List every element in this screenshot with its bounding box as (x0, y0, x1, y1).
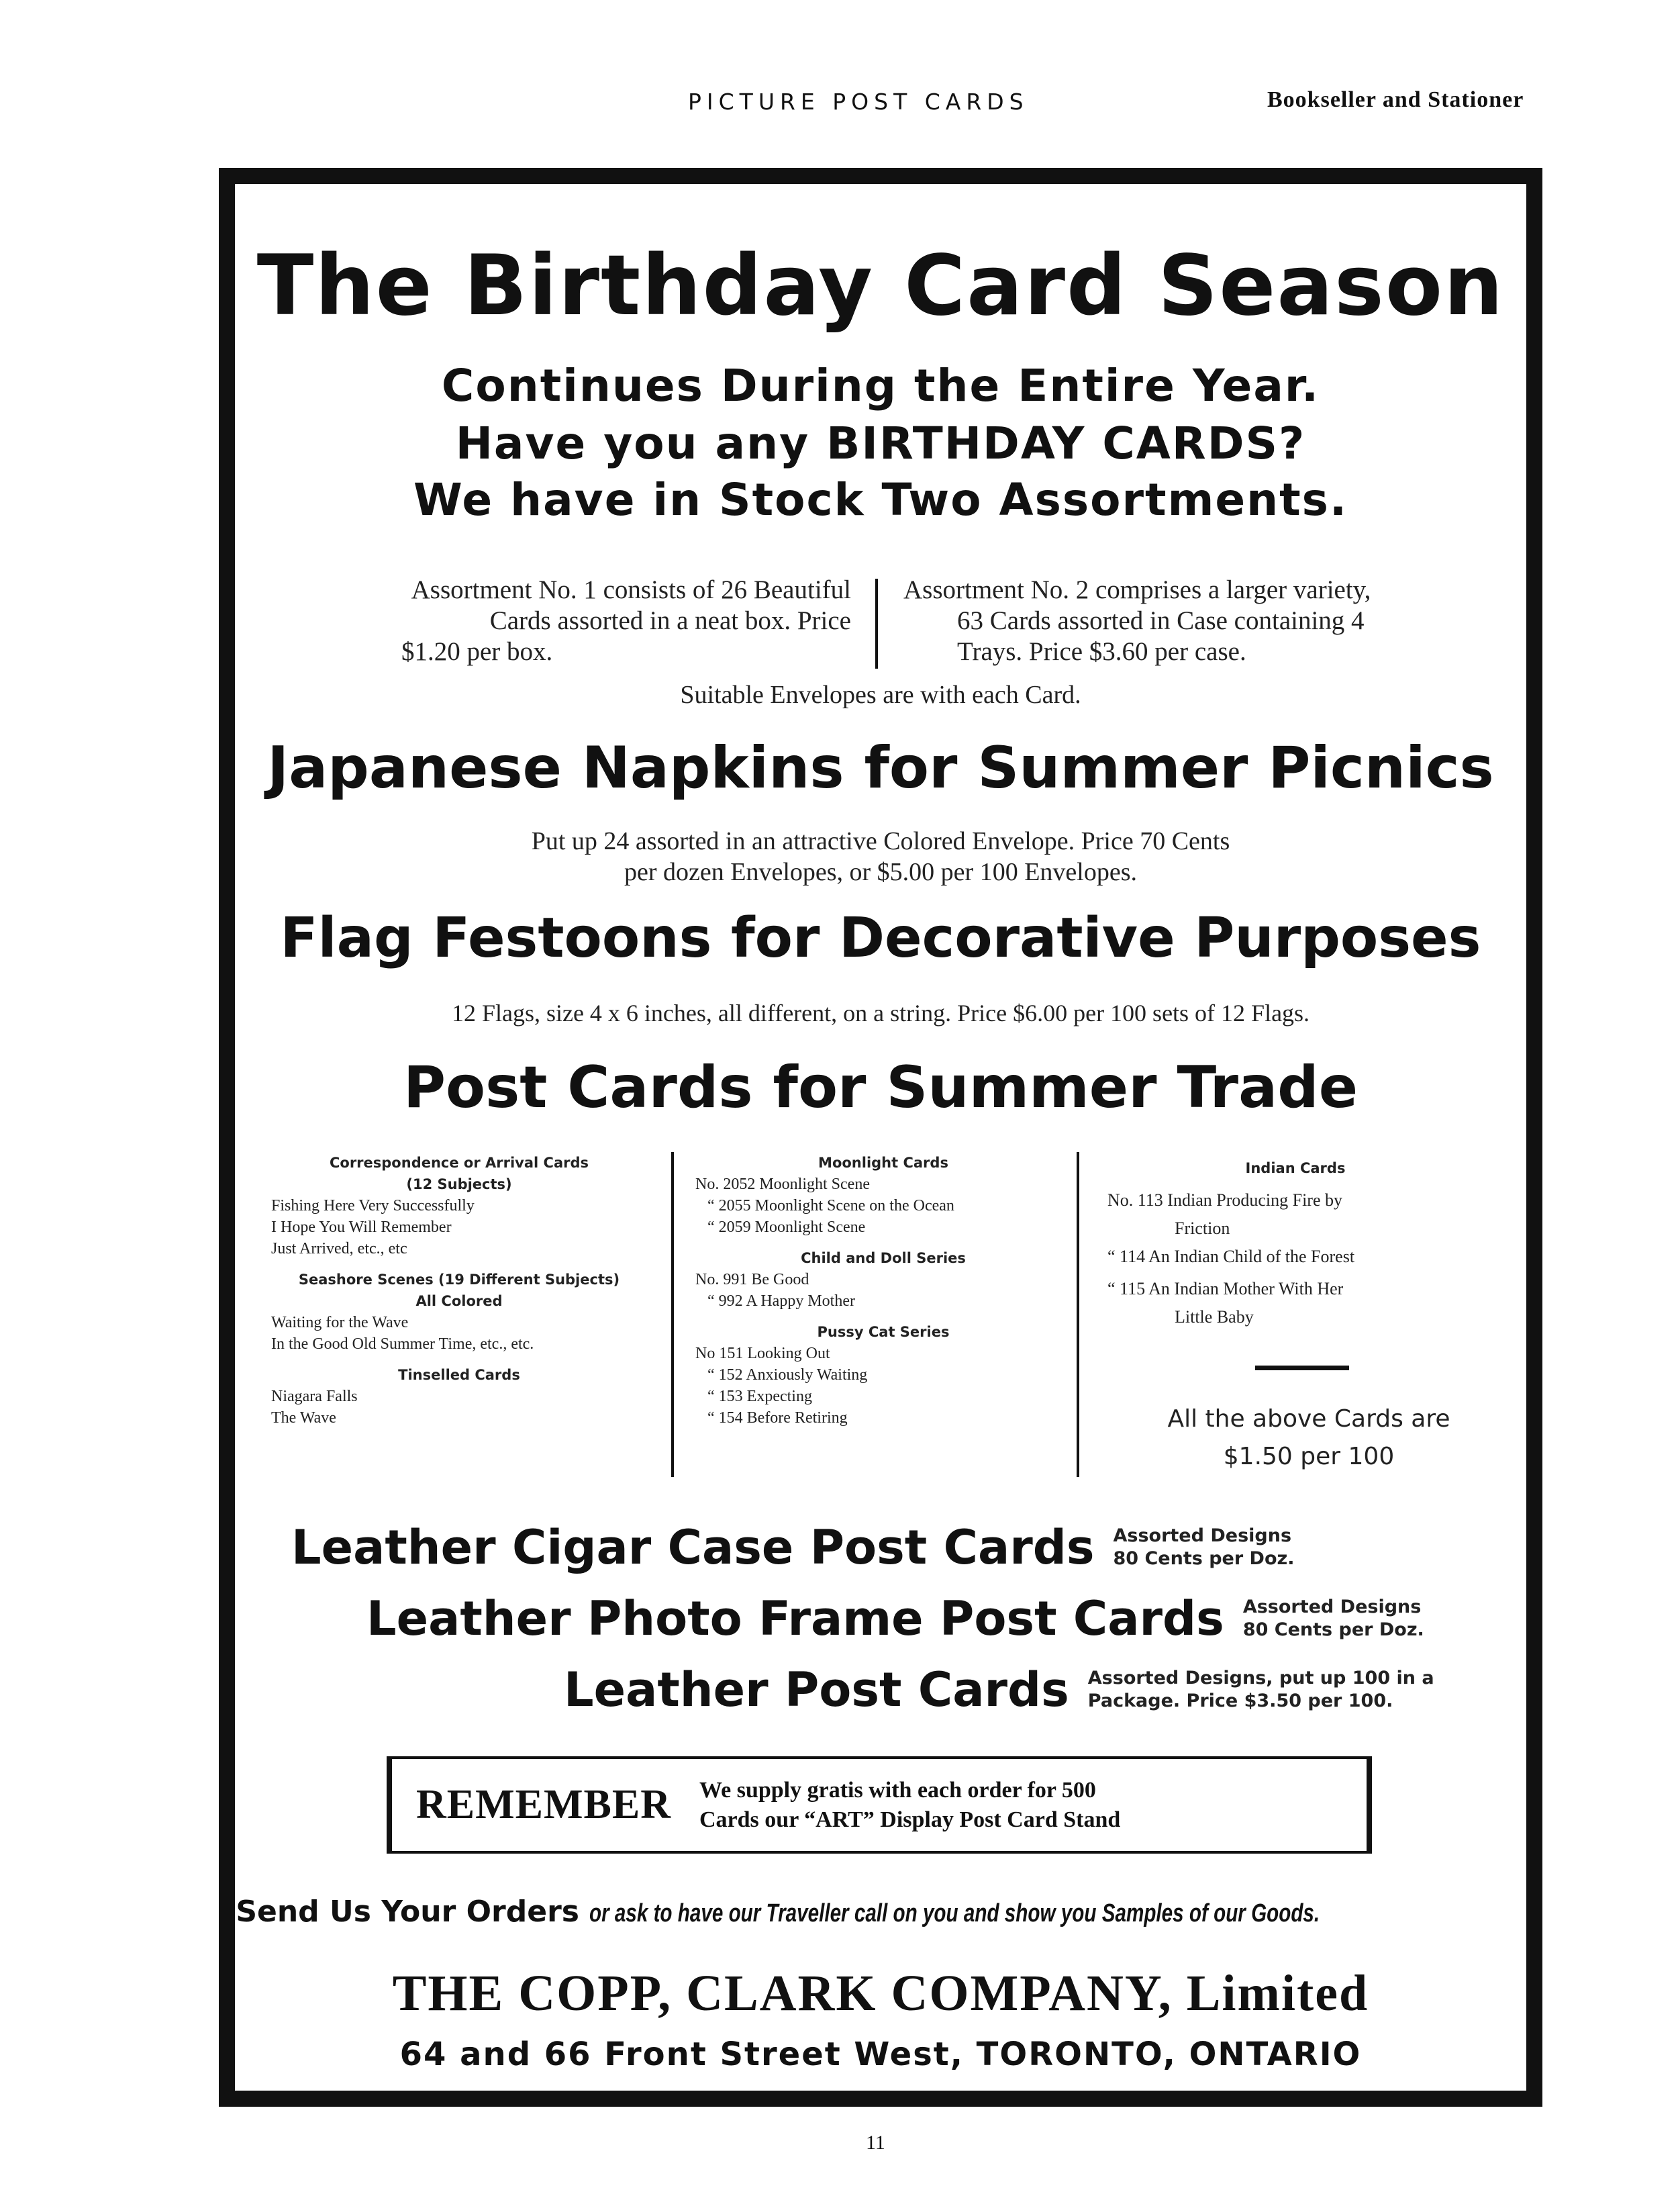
assortment-1-line: Assortment No. 1 consists of 26 Beautiful (411, 575, 851, 604)
napkins-headline: Japanese Napkins for Summer Picnics (267, 734, 1494, 802)
orders-rest: or ask to have our Traveller call on you and show you Samples of our Goods. (589, 1899, 1320, 1927)
birthday-headline: The Birthday Card Season (256, 238, 1505, 334)
price-note (1101, 1400, 1517, 1476)
summer-divider-2 (1077, 1152, 1079, 1477)
remember-word: REMEMBER (416, 1782, 671, 1827)
remember-box (387, 1756, 1372, 1854)
leather-post-note (1088, 1667, 1434, 1713)
list-item: No. 113 Indian Producing Fire by (1107, 1190, 1342, 1210)
list-item: “ 154 Before Retiring (707, 1409, 848, 1427)
running-head-journal: Bookseller and Stationer (1267, 87, 1524, 112)
leather-photo-note (1243, 1596, 1424, 1641)
column-heading: Correspondence or Arrival Cards (329, 1155, 589, 1171)
column-heading: Seashore Scenes (19 Different Subjects) (298, 1272, 620, 1288)
list-item: Niagara Falls (271, 1388, 358, 1405)
leather-cigar-note (1114, 1525, 1295, 1570)
list-item: “ 152 Anxiously Waiting (707, 1366, 868, 1384)
assortment-2-text (903, 575, 1494, 667)
list-item: I Hope You Will Remember (271, 1219, 452, 1236)
column-heading: Moonlight Cards (818, 1155, 948, 1171)
list-item: In the Good Old Summer Time, etc., etc. (271, 1335, 534, 1353)
list-item: “ 115 An Indian Mother With Her (1107, 1279, 1344, 1298)
note-line: Assorted Designs (1242, 1597, 1422, 1617)
napkins-line-2: per dozen Envelopes, or $5.00 per 100 Envelopes. (624, 858, 1137, 886)
column-heading: Tinselled Cards (398, 1367, 520, 1383)
column-heading: Pussy Cat Series (817, 1324, 950, 1340)
assortment-1-text (294, 575, 851, 667)
column-heading: Indian Cards (1245, 1160, 1346, 1176)
summer-column-3 (1107, 1152, 1483, 1329)
column-subheading: All Colored (415, 1293, 503, 1309)
price-note-line: All the above Cards are (1167, 1405, 1450, 1433)
price-note-line: $1.50 per 100 (1223, 1443, 1395, 1470)
assortment-2-line: 63 Cards assorted in Case containing 4 (957, 606, 1365, 635)
column-subheading: (12 Subjects) (406, 1176, 512, 1192)
list-item: “ 992 A Happy Mother (707, 1292, 855, 1310)
flags-headline: Flag Festoons for Decorative Purposes (280, 906, 1481, 970)
leather-post-title: Leather Post Cards (564, 1662, 1069, 1717)
leather-photo-row (366, 1591, 1424, 1646)
list-item: Little Baby (1175, 1307, 1254, 1327)
list-item: Fishing Here Very Successfully (271, 1197, 475, 1214)
assortment-2-line: Assortment No. 2 comprises a larger variety, (903, 575, 1371, 604)
note-line: 80 Cents per Doz. (1113, 1548, 1295, 1569)
list-item: “ 2059 Moonlight Scene (707, 1219, 866, 1236)
list-item: “ 114 An Indian Child of the Forest (1107, 1247, 1355, 1266)
summer-headline: Post Cards for Summer Trade (403, 1054, 1358, 1121)
list-item: Just Arrived, etc., etc (271, 1240, 407, 1257)
birthday-line-2: Have you any BIRTHDAY CARDS? (455, 418, 1306, 469)
assortment-divider (875, 579, 878, 669)
birthday-line-1: Continues During the Entire Year. (441, 360, 1320, 412)
company-address: 64 and 66 Front Street West, TORONTO, ONTARIO (399, 2036, 1362, 2073)
orders-strong: Send Us Your Orders (236, 1895, 579, 1929)
list-item: “ 2055 Moonlight Scene on the Ocean (707, 1197, 954, 1214)
remember-line: We supply gratis with each order for 500 (699, 1777, 1096, 1803)
note-line: 80 Cents per Doz. (1242, 1619, 1424, 1640)
list-item: No. 991 Be Good (695, 1271, 809, 1288)
advertisement-frame (219, 168, 1542, 2107)
assortment-1-line: Cards assorted in a neat box. Price (489, 606, 851, 635)
indian-cards-rule (1255, 1366, 1349, 1370)
note-line: Assorted Designs, put up 100 in a (1087, 1668, 1434, 1688)
envelopes-note: Suitable Envelopes are with each Card. (680, 681, 1081, 709)
list-item: No. 2052 Moonlight Scene (695, 1176, 870, 1193)
list-item: No 151 Looking Out (695, 1345, 830, 1362)
page-number: 11 (866, 2132, 885, 2154)
orders-line (235, 1895, 1526, 1929)
list-item: The Wave (271, 1409, 336, 1427)
leather-cigar-title: Leather Cigar Case Post Cards (291, 1520, 1095, 1575)
running-head-section: PICTURE POST CARDS (688, 89, 1029, 115)
remember-text (699, 1776, 1120, 1835)
list-item: Friction (1175, 1219, 1230, 1238)
assortment-1-line: $1.20 per box. (401, 637, 553, 666)
note-line: Package. Price $3.50 per 100. (1087, 1690, 1393, 1711)
flags-line: 12 Flags, size 4 x 6 inches, all different, on a string. Price $6.00 per 100 sets of 12 Flags. (451, 1000, 1310, 1027)
column-heading: Child and Doll Series (801, 1250, 966, 1266)
leather-cigar-row (291, 1520, 1295, 1575)
leather-post-row (564, 1662, 1434, 1717)
napkins-line-1: Put up 24 assorted in an attractive Colored Envelope. Price 70 Cents (531, 827, 1230, 855)
summer-column-2 (695, 1152, 1071, 1429)
note-line: Assorted Designs (1113, 1525, 1292, 1546)
company-name: THE COPP, CLARK COMPANY, Limited (392, 1965, 1369, 2021)
list-item: Waiting for the Wave (271, 1314, 409, 1331)
leather-photo-title: Leather Photo Frame Post Cards (366, 1591, 1224, 1646)
summer-divider-1 (671, 1152, 674, 1477)
list-item: “ 153 Expecting (707, 1388, 812, 1405)
birthday-line-3: We have in Stock Two Assortments. (413, 474, 1348, 526)
remember-line: Cards our “ART” Display Post Card Stand (699, 1807, 1121, 1832)
summer-column-1 (271, 1152, 647, 1429)
assortment-2-line: Trays. Price $3.60 per case. (957, 637, 1246, 666)
